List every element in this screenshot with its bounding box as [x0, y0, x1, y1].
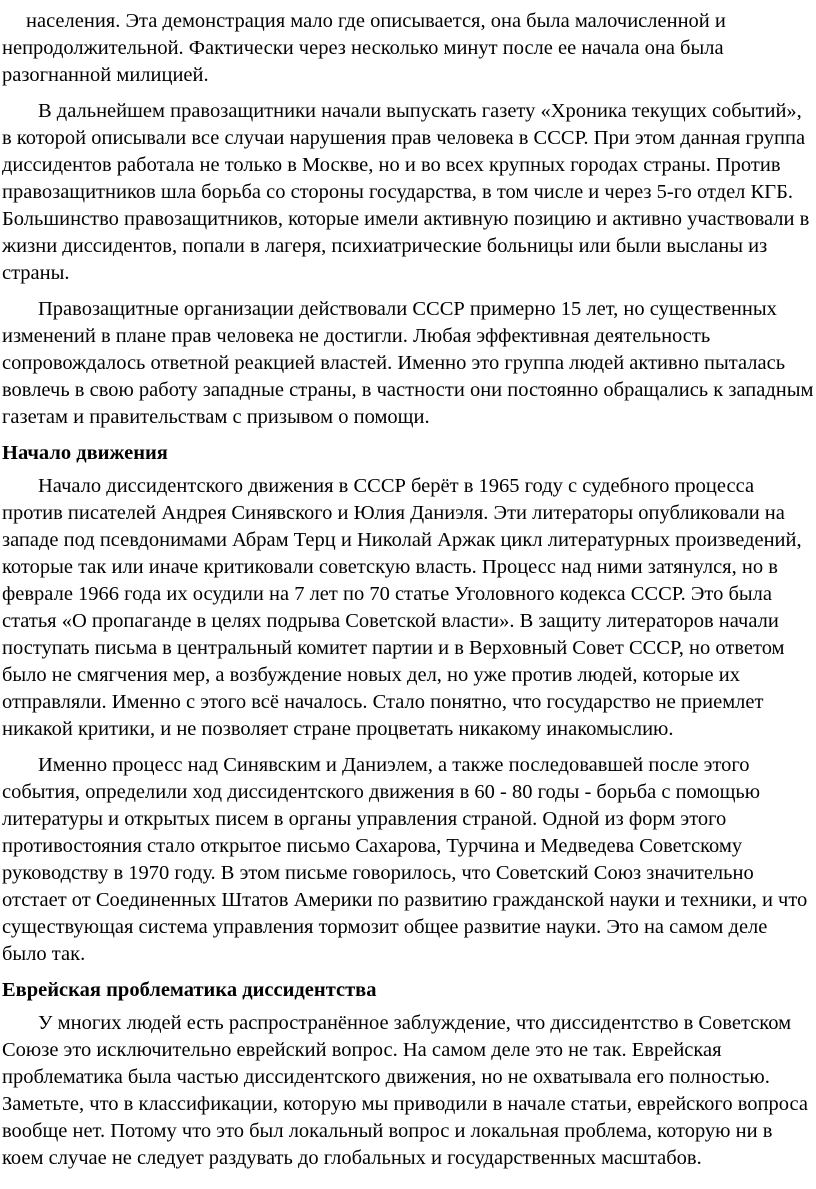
paragraph-chronicle: В дальнейшем правозащитники начали выпускать газету «Хроника текущих событий», в которой описывали все случаи нарушения прав человека в СССР. При этом данная группа диссидентов работала не только в Москве, но и во всех крупных городах страны. Против правозащитников шла борьба со стороны государства, в том числе и через 5-го отдел КГБ. Большинство правозащитников, которые имели активную позицию и активно участвовали в жизни диссидентов, попали в лагеря, психиатрические больницы или были высланы из страны.	[2, 100, 810, 284]
paragraph-movement-start-2: Именно процесс над Синявским и Даниэлем, а также последовавшей после этого события, определили ход диссидентского движения в 60 - 80 годы - борьба с помощью литературы и открытых писем в органы управления страной. Одной из форм этого противостояния стало открытое письмо Сахарова, Турчина и Медведева Советскому руководству в 1970 году. В этом письме говорилось, что Советский Союз значительно отстает от Соединенных Штатов Америки по развитию гражданской науки и техники, и что существующая система управления тормозит общее развитие науки. Это на самом деле было так.	[2, 754, 808, 965]
paragraph-continuation: населения. Эта демонстрация мало где описывается, она была малочисленной и непродолжительной. Фактически через несколько минут после ее начала она была разогнанной милицией.	[2, 10, 726, 86]
heading-movement-start: Начало движения	[2, 442, 168, 464]
heading-jewish-issue: Еврейская проблематика диссидентства	[2, 979, 377, 1001]
paragraph-movement-start-1: Начало диссидентского движения в СССР берёт в 1965 году с судебного процесса против писателей Андрея Синявского и Юлия Даниэля. Эти литераторы опубликовали на западе под псевдонимами Абрам Терц и Николай Аржак цикл литературных произведений, которые так или иначе критиковали советскую власть. Процесс над ними затянулся, но в феврале 1966 года их осудили на 7 лет по 70 статье Уголовного кодекса СССР. Это была статья «О пропаганде в целях подрыва Советской власти». В защиту литераторов начали поступать письма в центральный комитет партии и в Верховный Совет СССР, но ответом было не смягчения мер, а возбуждение новых дел, но уже против людей, которые их отправляли. Именно с этого всё началось. Стало понятно, что государство не приемлет никакой критики, и не позволяет стране процветать никакому инакомыслию.	[2, 475, 802, 740]
paragraph-jewish-issue: У многих людей есть распространённое заблуждение, что диссидентство в Советском Союзе это исключительно еврейский вопрос. На самом деле это не так. Еврейская проблематика была частью диссидентского движения, но не охватывала его полностью. Заметьте, что в классификации, которую мы приводили в начале статьи, еврейского вопроса вообще нет. Потому что это был локальный вопрос и локальная проблема, которую ни в коем случае не следует раздувать до глобальных и государственных масштабов.	[2, 1012, 808, 1169]
paragraph-organizations: Правозащитные организации действовали СССР примерно 15 лет, но существенных изменений в плане прав человека не достигли. Любая эффективная деятельность сопровождалось ответной реакцией властей. Именно это группа людей активно пыталась вовлечь в свою работу западные страны, в частности они постоянно обращались к западным газетам и правительствам с призывом о помощи.	[2, 298, 814, 428]
